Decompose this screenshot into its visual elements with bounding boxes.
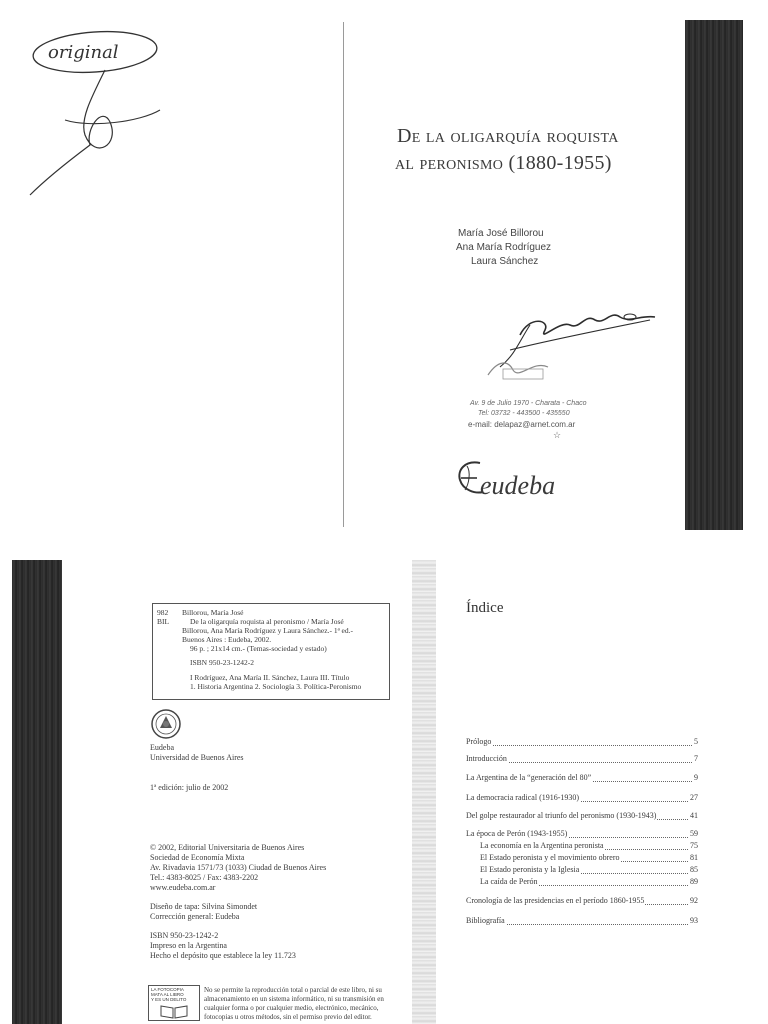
toc-entry-generacion-80 [466, 773, 698, 785]
toc-entry-iglesia [480, 865, 698, 877]
cip-author: Billorou, María José [182, 608, 244, 617]
publisher-name: Eudeba [150, 743, 174, 752]
page-fold-line-top [343, 22, 344, 527]
publisher-name-logo: eudeba [480, 471, 556, 500]
toc-entry-prologo [466, 737, 698, 749]
toc-entry-page: 9 [694, 773, 698, 782]
index-heading: Índice [466, 600, 504, 616]
stamp-address: Av. 9 de Julio 1970 - Charata - Chaco [470, 400, 587, 407]
toc-entry-label: La democracia radical (1916-1930) [466, 793, 580, 802]
university-seal-icon [150, 708, 182, 740]
cip-class-code: BIL [157, 617, 170, 626]
university-name: Universidad de Buenos Aires [150, 753, 244, 762]
toc-entry-page: 81 [690, 853, 698, 862]
cip-authors: Billorou, Ana María Rodríguez y Laura Sánchez.- 1ª ed.- [182, 626, 353, 635]
toc-entry-introduccion [466, 754, 698, 766]
author-1: María José Billorou [458, 228, 544, 239]
isbn: ISBN 950-23-1242-2 [150, 931, 219, 940]
copyright-line-3: Av. Rivadavia 1571/73 (1033) Ciudad de Buenos Aires [150, 863, 327, 872]
stamp-email: e-mail: delapaz@arnet.com.ar [468, 420, 576, 429]
author-3: Laura Sánchez [471, 256, 539, 267]
anti-photocopy-logo-line-1: LA FOTOCOPIA [151, 987, 184, 992]
cover-design-credit: Diseño de tapa: Silvina Simondet [150, 902, 258, 911]
toc-entry-page: 5 [694, 737, 698, 746]
scan-dark-edge-bottom-left [12, 560, 62, 1024]
star-icon: ☆ [553, 430, 562, 440]
toc-entry-golpe-restaurador [466, 811, 698, 823]
toc-entry-page: 89 [690, 877, 698, 886]
toc-entry-page: 93 [690, 916, 698, 925]
stamp-phone: Tel: 03732 - 443500 - 435550 [478, 410, 570, 417]
cip-class-number: 982 [157, 608, 169, 617]
cip-isbn: ISBN 950-23-1242-2 [190, 658, 254, 667]
toc-entry-label: El Estado peronista y la Iglesia [480, 865, 580, 874]
toc-entry-page: 27 [690, 793, 698, 802]
reproduction-notice-2: almacenamiento en un sistema informático, ni su transmisión en [204, 995, 384, 1003]
anti-photocopy-logo [148, 985, 200, 1021]
cip-title: De la oligarquía roquista al peronismo / María José [190, 617, 344, 626]
printed-in: Impreso en la Argentina [150, 941, 227, 950]
author-2: Ana María Rodríguez [456, 242, 552, 253]
toc-entry-movimiento-obrero [480, 853, 698, 865]
toc-entry-page: 92 [690, 896, 698, 905]
reproduction-notice-4: fotocopias u otros métodos, sin el permiso previo del editor. [204, 1013, 372, 1021]
toc-entry-caida-peron [480, 877, 698, 889]
legal-deposit: Hecho el depósito que establece la ley 11.723 [150, 951, 296, 960]
toc-entry-label: Introducción [466, 754, 507, 763]
reproduction-notice-3: cualquier forma o por cualquier medio, electrónico, mecánico, [204, 1004, 379, 1012]
correction-credit: Corrección general: Eudeba [150, 912, 240, 921]
cip-imprint: Buenos Aires : Eudeba, 2002. [182, 635, 272, 644]
book-title-line-2: al peronismo (1880-1955) [395, 152, 612, 174]
toc-entry-label: Del golpe restaurador al triunfo del peronismo (1930-1943) [466, 811, 657, 820]
toc-entry-label: Bibliografía [466, 916, 505, 925]
copyright-line-1: © 2002, Editorial Universitaria de Buenos Aires [150, 843, 305, 852]
cip-subjects-1: I Rodríguez, Ana María II. Sánchez, Laura III. Título [190, 673, 350, 682]
toc-entry-page: 59 [690, 829, 698, 838]
toc-entry-cronologia [466, 896, 698, 908]
toc-entry-label: El Estado peronista y el movimiento obrero [480, 853, 620, 862]
edition-date: 1ª edición: julio de 2002 [150, 783, 229, 792]
toc-entry-epoca-peron [466, 829, 698, 841]
copyright-line-5: www.eudeba.com.ar [150, 883, 216, 892]
toc-entry-page: 41 [690, 811, 698, 820]
anti-photocopy-logo-line-2: MATA AL LIBRO [151, 992, 184, 997]
toc-entry-label: Cronología de las presidencias en el período 1860-1955 [466, 896, 645, 905]
handwritten-original-text: original [48, 42, 119, 63]
toc-entry-page: 7 [694, 754, 698, 763]
anti-photocopy-logo-line-3: Y ES UN DELITO [151, 997, 187, 1002]
cip-physical: 96 p. ; 21x14 cm.- (Temas-sociedad y estado) [190, 644, 327, 653]
handwritten-note [10, 10, 210, 210]
page-gutter-bottom [412, 560, 436, 1024]
book-title-line-1: De la oligarquía roquista [397, 125, 619, 147]
bookseller-stamp-logo [483, 355, 553, 383]
toc-entry-label: La caída de Perón [480, 877, 538, 886]
book-icon [159, 1003, 189, 1019]
handwriting-scribble [10, 10, 210, 210]
copyright-line-2: Sociedad de Economía Mixta [150, 853, 245, 862]
toc-entry-label: Prólogo [466, 737, 492, 746]
toc-entry-bibliografia [466, 916, 698, 928]
toc-entry-page: 75 [690, 841, 698, 850]
toc-entry-economia-peronista [480, 841, 698, 853]
reproduction-notice-1: No se permite la reproducción total o parcial de este libro, ni su [204, 986, 382, 994]
toc-entry-label: La Argentina de la “generación del 80” [466, 773, 592, 782]
cip-subjects-2: 1. Historia Argentina 2. Sociología 3. Política-Peronismo [190, 682, 362, 691]
toc-entry-page: 85 [690, 865, 698, 874]
toc-entry-label: La economía en la Argentina peronista [480, 841, 604, 850]
scan-dark-edge-top-right [685, 20, 743, 530]
toc-entry-democracia-radical [466, 793, 698, 805]
copyright-line-4: Tel.: 4383-8025 / Fax: 4383-2202 [150, 873, 259, 882]
toc-entry-label: La época de Perón (1943-1955) [466, 829, 568, 838]
